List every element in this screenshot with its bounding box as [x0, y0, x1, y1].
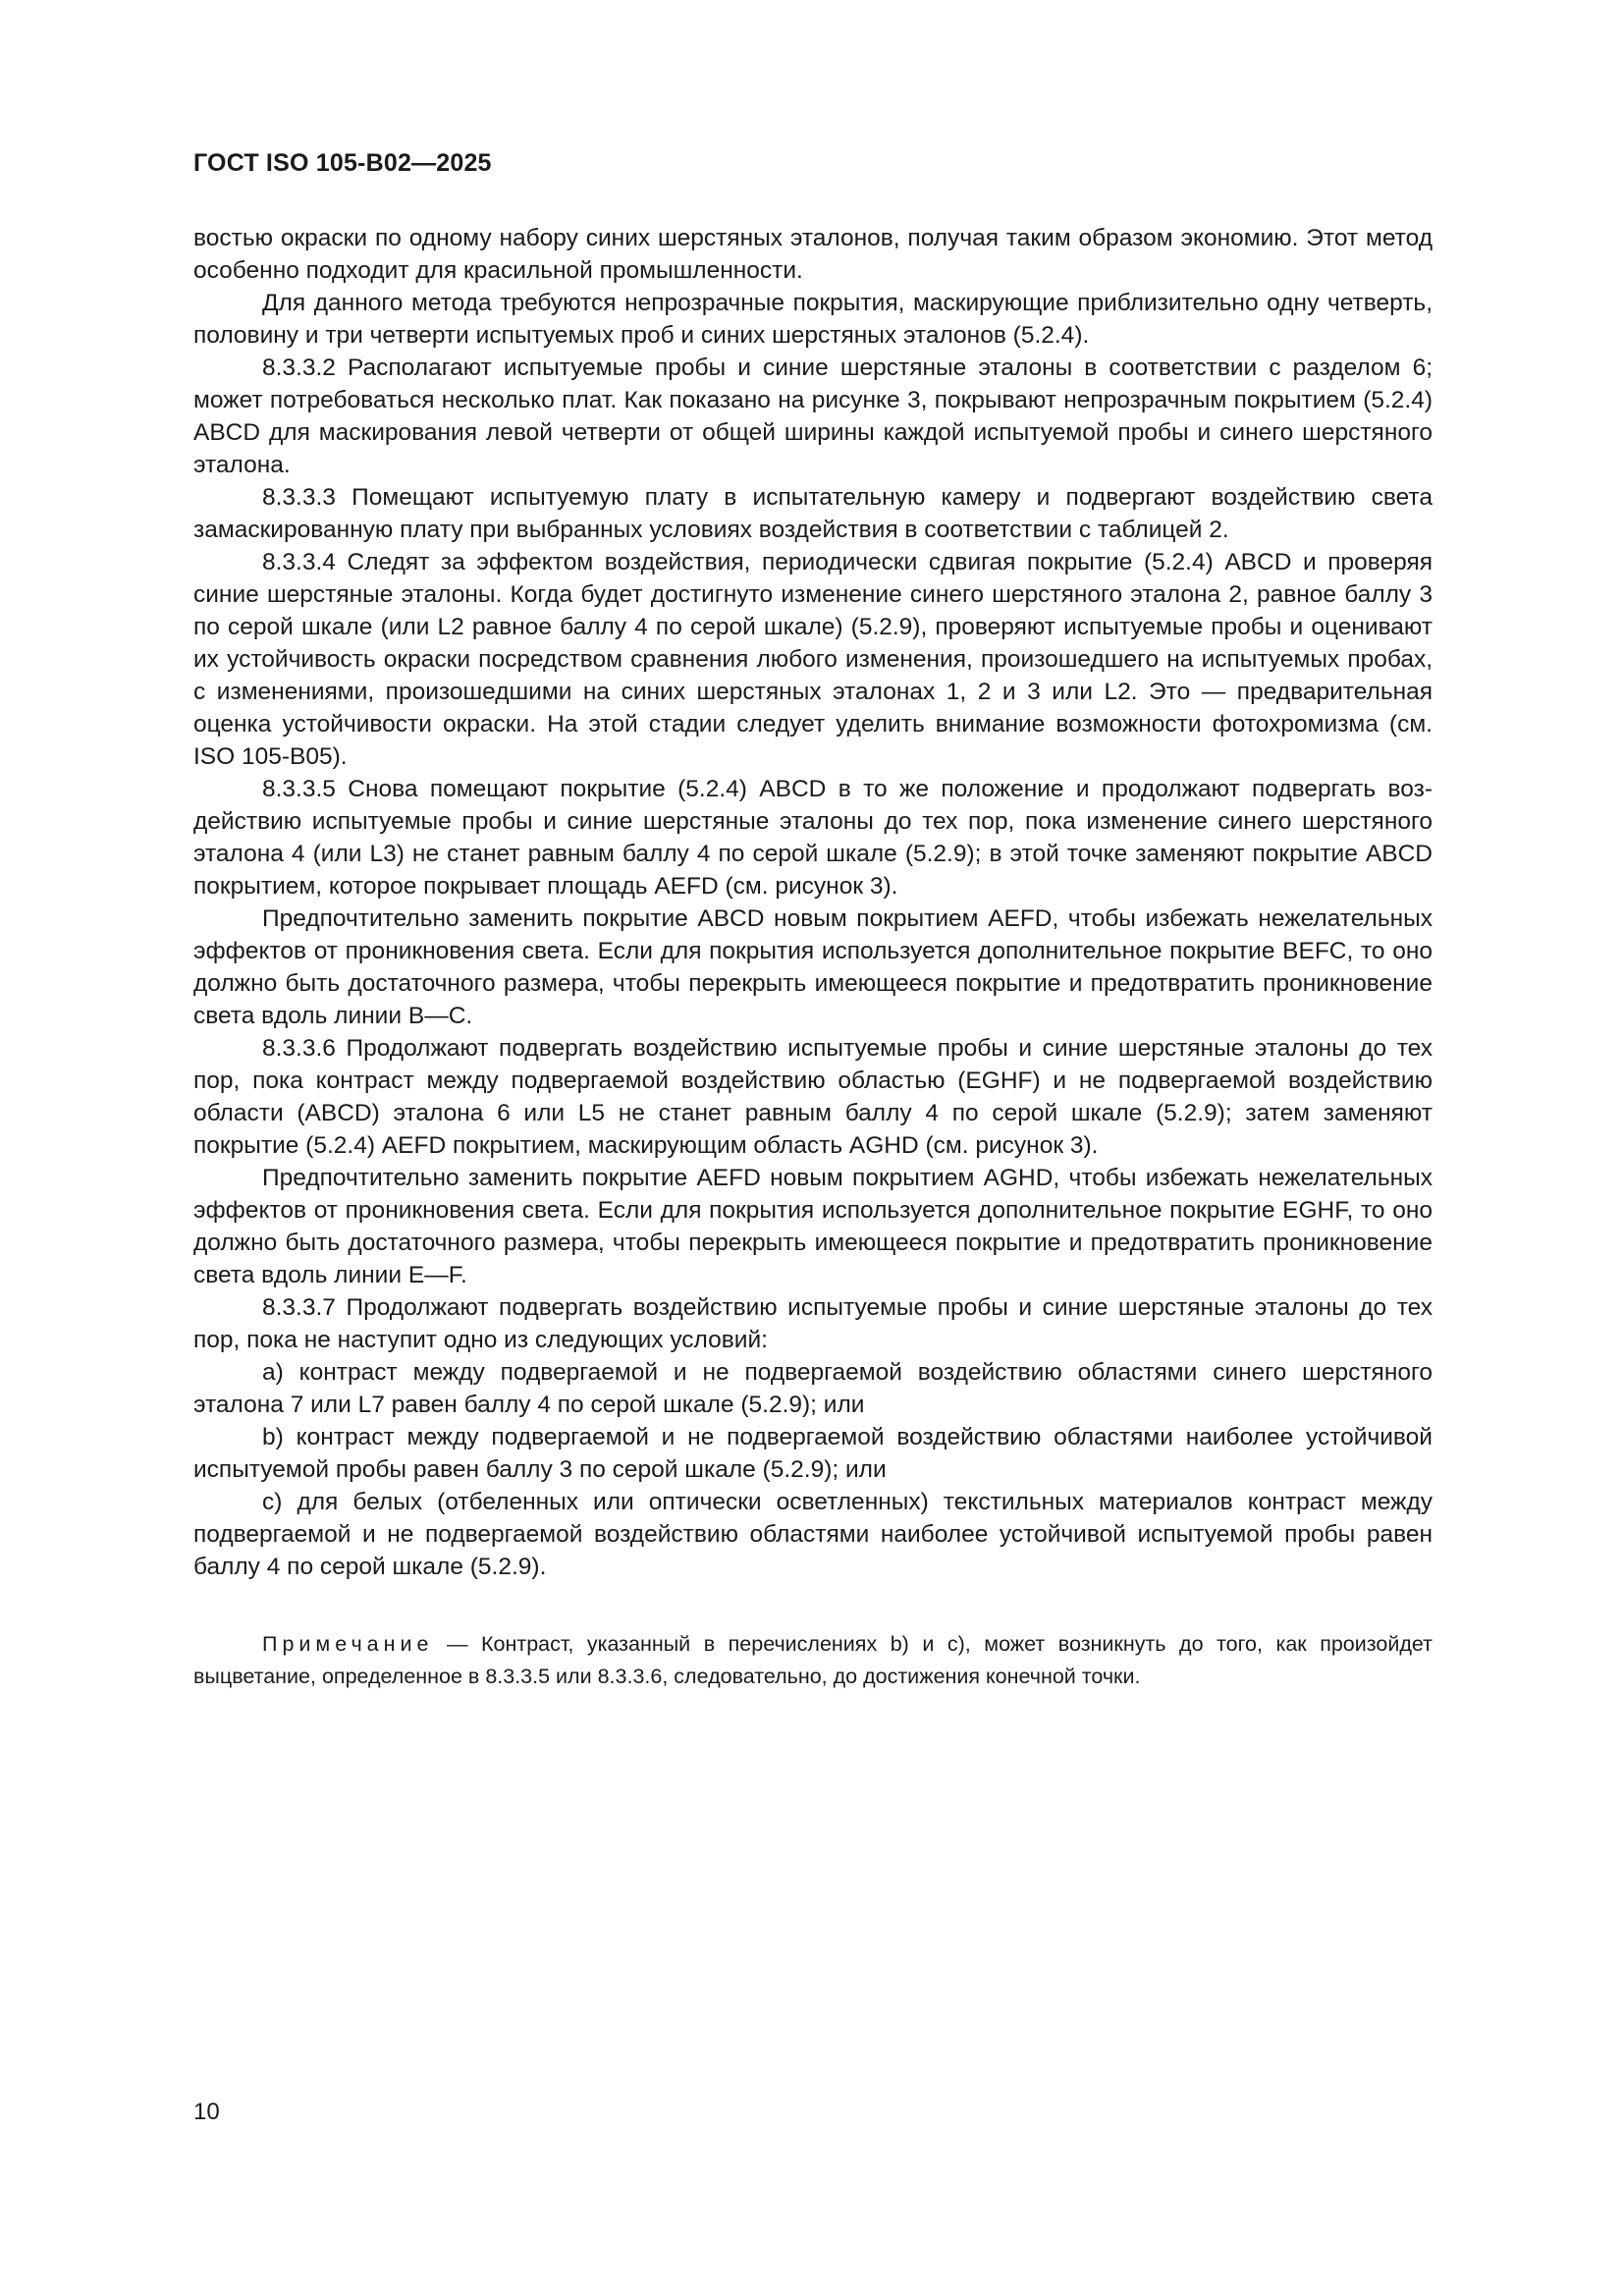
list-item-c: c) для белых (отбеленных или оптически осветленных) текстильных материалов контраст между подвергаемой и не подвергаемой воздействию областями наиболее устойчивой испытуемой пробы равен баллу 4 по серой шкале (5.2.9). [193, 1489, 1433, 1580]
list-item-b: b) контраст между подвергаемой и не подвергаемой воздействию областями наиболее устойчивой испытуемой пробы равен баллу 3 по серой шкале (5.2.9); или [193, 1424, 1433, 1483]
paragraph-8-3-3-6: 8.3.3.6 Продолжают подвергать воздействию испытуемые пробы и синие шерстяные эталоны до тех пор, пока контраст между подвергаемой воздействию областью (EGHF) и не подвергаемой воздействию области (ABCD) эталона 6 или L5 не станет равным баллу 4 по серой шкале (5.2.9); затем заменяют покрытие (5.2.4) AEFD покрытием, маскирующим область AGHD (см. рисунок 3). [193, 1035, 1433, 1159]
paragraph-8-3-3-2: 8.3.3.2 Располагают испытуемые пробы и синие шерстяные эталоны в соответствии с разделом 6; может потребоваться несколько плат. Как показано на рисунке 3, покрывают непрозрачным покрытием (5.2.4) ABCD для маскирования левой четверти от общей ширины каждой испытуемой пробы и синего шерстяного эталона. [193, 355, 1433, 478]
paragraph-8-3-3-5: 8.3.3.5 Снова помещают покрытие (5.2.4) ABCD в то же положение и продолжают подвергать воздействию испытуемые пробы и синие шерстяные эталоны до тех пор, пока изменение синего шерстяного эталона 4 (или L3) не станет равным баллу 4 по серой шкале (5.2.9); в этой точке заменяют покрытие ABCD покрытием, которое покрывает площадь AEFD (см. рисунок 3). [193, 776, 1433, 900]
note-label: Примечание [262, 1632, 434, 1656]
paragraph: Предпочтительно заменить покрытие AEFD новым покрытием AGHD, чтобы избежать нежелательных эффектов от проникновения света. Если для покрытия используется дополнительное покрытие EGHF, то оно должно быть достаточного размера, чтобы перекрыть имеющееся покрытие и предотвратить проникновение света вдоль линии E—F. [193, 1165, 1433, 1288]
note-paragraph [193, 1628, 1433, 1693]
paragraph: Для данного метода требуются непрозрачные покрытия, маскирующие приблизительно одну четверть, половину и три четверти испытуемых проб и синих шерстяных эталонов (5.2.4). [193, 290, 1433, 349]
paragraph-8-3-3-7: 8.3.3.7 Продолжают подвергать воздействию испытуемые пробы и синие шерстяные эталоны до тех пор, пока не наступит одно из следующих условий: [193, 1294, 1433, 1353]
paragraph: Предпочтительно заменить покрытие ABCD новым покрытием AEFD, чтобы избежать нежелательных эффектов от проникновения света. Если для покрытия используется дополнительное покрытие BEFC, то оно должно быть достаточного размера, чтобы перекрыть имеющееся покрытие и предотвратить проникновение света вдоль линии B—C. [193, 905, 1433, 1029]
page-number: 10 [193, 2099, 220, 2125]
note-text: — Контраст, указанный в перечислениях b) и c), может возникнуть до того, как произойдет выцветание, определенное в 8.3.3.5 или 8.3.3.6, следовательно, до достижения конечной точки. [193, 1632, 1433, 1688]
paragraph-8-3-3-4: 8.3.3.4 Следят за эффектом воздействия, периодически сдвигая покрытие (5.2.4) ABCD и проверяя синие шерстяные эталоны. Когда будет достигнуто изменение синего шерстяного эталона 2, равное баллу 3 по серой шкале (или L2 равное баллу 4 по серой шкале) (5.2.9), проверяют испытуемые пробы и оценивают их устойчивость окраски посредством сравнения любого изменения, произошедшего на испытуемых пробах, с изменениями, произошедшими на синих шерстяных эталонах 1, 2 и 3 или L2. Это — предварительная оценка устойчивости окраски. На этой стадии следует уделить внимание возможности фотохромизма (см. ISO 105-B05). [193, 549, 1433, 770]
list-item-a: a) контраст между подвергаемой и не подвергаемой воздействию областями синего шерстяного эталона 7 или L7 равен баллу 4 по серой шкале (5.2.9); или [193, 1359, 1433, 1418]
paragraph-continuation: востью окраски по одному набору синих шерстяных эталонов, получая таким образом экономию. Этот метод особенно подходит для красильной промышленности. [193, 225, 1433, 284]
document-header-title: ГОСТ ISO 105-B02—2025 [193, 149, 492, 177]
note-block [193, 1628, 1433, 1693]
paragraph-8-3-3-3: 8.3.3.3 Помещают испытуемую плату в испытательную камеру и подвергают воздействию света замаскированную плату при выбранных условиях воздействия в соответствии с таблицей 2. [193, 484, 1433, 543]
document-body [193, 222, 1433, 1583]
